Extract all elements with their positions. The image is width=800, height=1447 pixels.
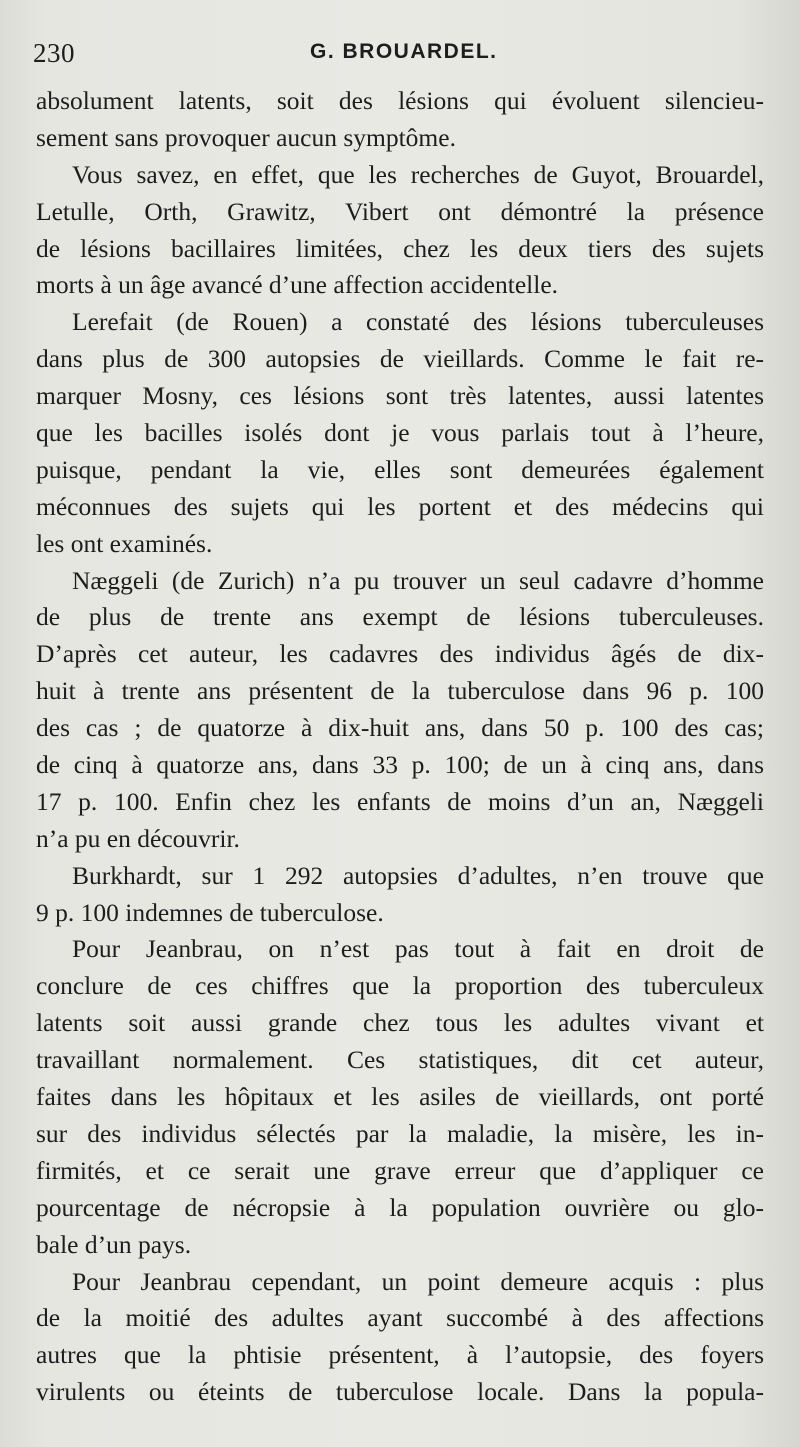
text-line: morts à un âge avancé d’une affection accidentelle. bbox=[36, 270, 559, 300]
text-line: 9 p. 100 indemnes de tuberculose. bbox=[36, 897, 384, 927]
text-line: dans plus de 300 autopsies de vieillards. Comme le fait re- bbox=[36, 344, 764, 374]
body-text bbox=[36, 83, 764, 1411]
text-line: autres que la phtisie présentent, à l’autopsie, des foyers bbox=[36, 1340, 764, 1370]
text-line: que les bacilles isolés dont je vous parlais tout à l’heure, bbox=[36, 418, 764, 448]
text-line: huit à trente ans présentent de la tuberculose dans 96 p. 100 bbox=[36, 676, 764, 706]
text-line: de la moitié des adultes ayant succombé à des affections bbox=[36, 1303, 764, 1333]
text-line: Pour Jeanbrau, on n’est pas tout à fait en droit de bbox=[72, 934, 764, 964]
text-line: latents soit aussi grande chez tous les adultes vivant et bbox=[36, 1008, 764, 1038]
text-line: de lésions bacillaires limitées, chez les deux tiers des sujets bbox=[36, 233, 764, 263]
text-line: Vous savez, en effet, que les recherches de Guyot, Brouardel, bbox=[72, 159, 764, 189]
text-line: des cas ; de quatorze à dix-huit ans, dans 50 p. 100 des cas; bbox=[36, 713, 764, 743]
text-line: virulents ou éteints de tuberculose locale. Dans la popula- bbox=[36, 1377, 764, 1407]
text-line: puisque, pendant la vie, elles sont demeurées également bbox=[36, 454, 764, 484]
page-header bbox=[33, 34, 763, 80]
text-line: sement sans provoquer aucun symptôme. bbox=[36, 122, 456, 152]
text-line: méconnues des sujets qui les portent et des médecins qui bbox=[36, 491, 764, 521]
text-line: D’après cet auteur, les cadavres des individus âgés de dix- bbox=[36, 639, 764, 669]
text-line: de cinq à quatorze ans, dans 33 p. 100; de un à cinq ans, dans bbox=[36, 750, 764, 780]
text-line: Burkhardt, sur 1 292 autopsies d’adultes, n’en trouve que bbox=[72, 860, 764, 890]
text-line: bale d’un pays. bbox=[36, 1229, 192, 1259]
text-line: Lerefait (de Rouen) a constaté des lésions tuberculeuses bbox=[72, 307, 764, 337]
text-line: Pour Jeanbrau cependant, un point demeure acquis : plus bbox=[72, 1266, 764, 1296]
running-head: G. BROUARDEL. bbox=[310, 40, 498, 63]
text-line: absolument latents, soit des lésions qui évoluent silencieu- bbox=[36, 86, 764, 115]
text-line: les ont examinés. bbox=[36, 528, 213, 558]
text-line: Letulle, Orth, Grawitz, Vibert ont démontré la présence bbox=[36, 196, 764, 226]
text-line: firmités, et ce serait une grave erreur que d’appliquer ce bbox=[36, 1155, 764, 1185]
text-line: pourcentage de nécropsie à la population ouvrière ou glo- bbox=[36, 1192, 764, 1222]
text-line: sur des individus sélectés par la maladie, la misère, les in- bbox=[36, 1118, 764, 1148]
text-line: de plus de trente ans exempt de lésions tuberculeuses. bbox=[36, 602, 764, 632]
page-number: 230 bbox=[33, 38, 75, 68]
text-line: travaillant normalement. Ces statistiques, dit cet auteur, bbox=[36, 1045, 764, 1075]
text-line: faites dans les hôpitaux et les asiles de vieillards, ont porté bbox=[36, 1082, 764, 1112]
text-line: Næggeli (de Zurich) n’a pu trouver un seul cadavre d’homme bbox=[72, 565, 764, 595]
text-line: n’a pu en découvrir. bbox=[36, 823, 240, 853]
text-line: conclure de ces chiffres que la proportion des tuberculeux bbox=[36, 971, 764, 1001]
text-line: marquer Mosny, ces lésions sont très latentes, aussi latentes bbox=[36, 381, 764, 411]
text-line: 17 p. 100. Enfin chez les enfants de moins d’un an, Næggeli bbox=[36, 786, 764, 816]
